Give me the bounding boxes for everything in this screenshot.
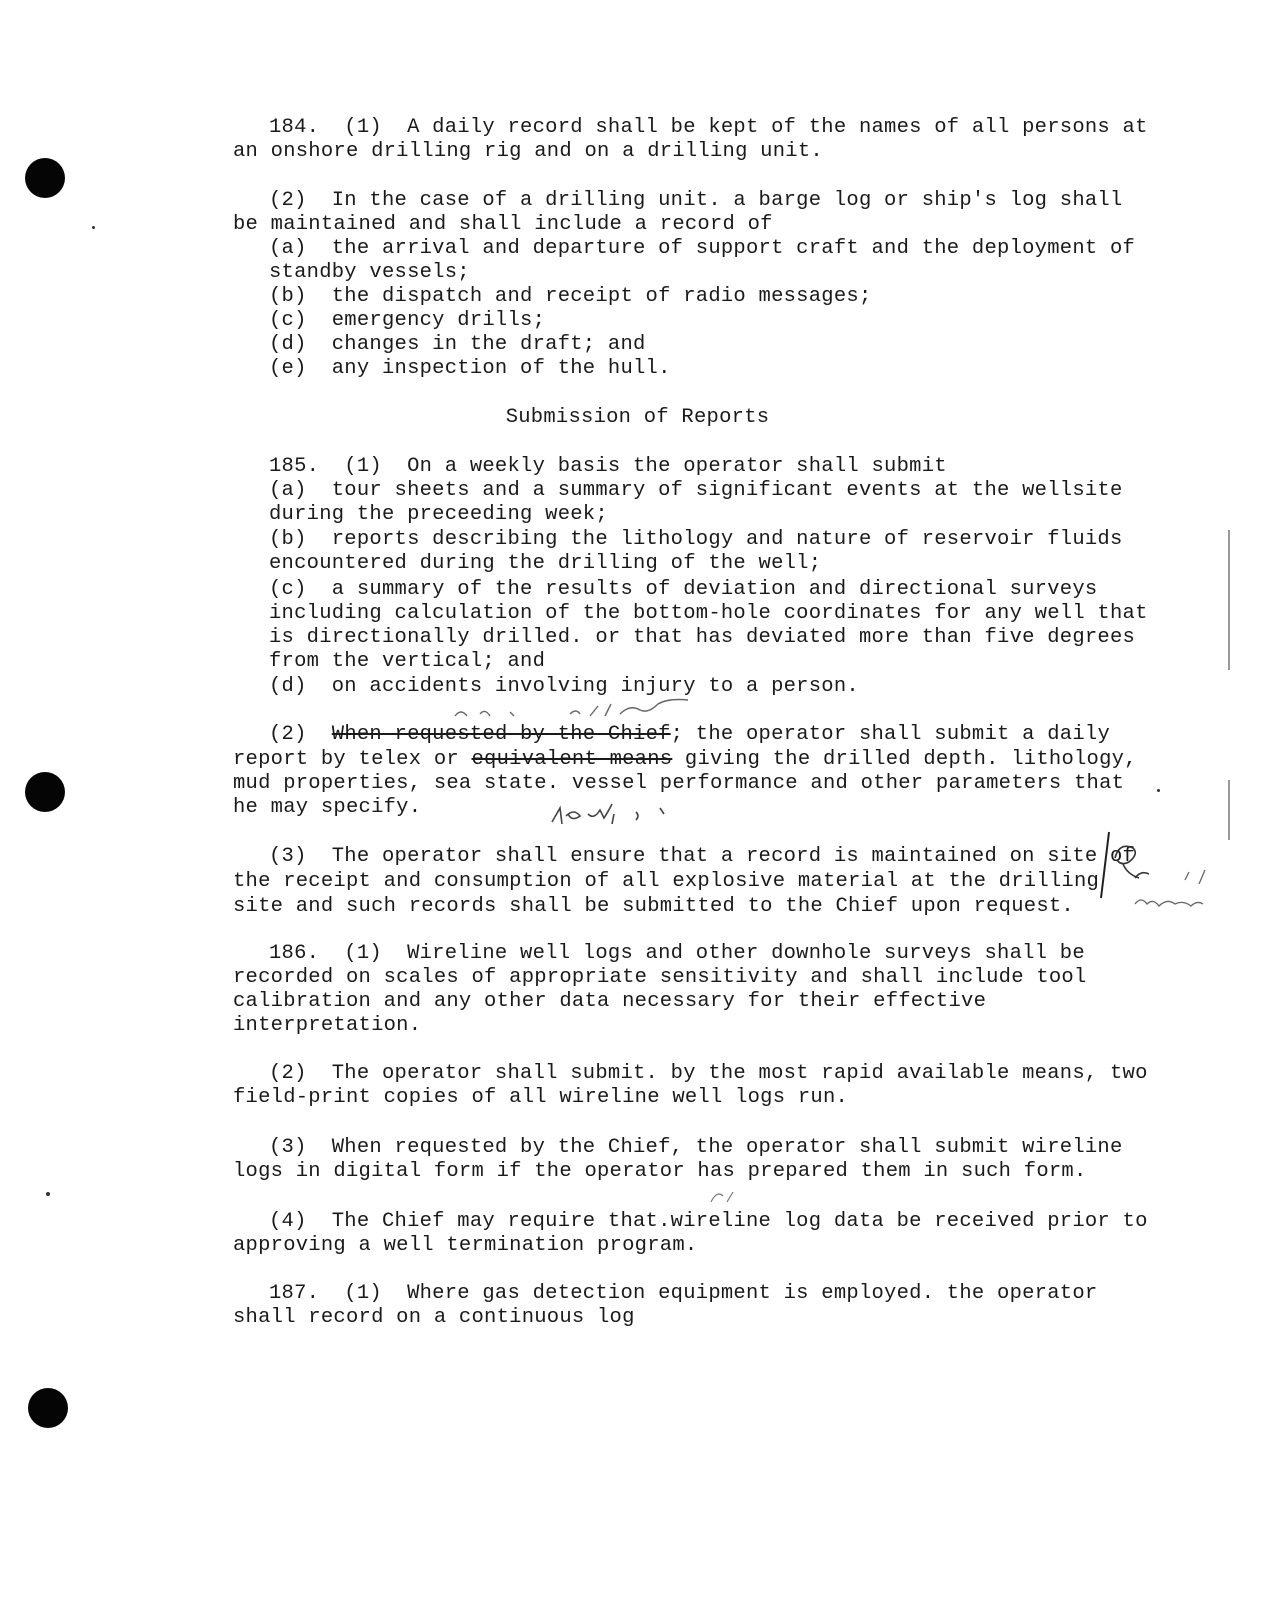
- s186-p3-line1: (3) When requested by the Chief, the operator shall submit wireline: [269, 1136, 1123, 1159]
- s186-p2-line1: (2) The operator shall submit. by the most rapid available means, two: [269, 1062, 1148, 1085]
- s185-item: during the preceeding week;: [269, 503, 608, 526]
- s185-item: encountered during the drilling of the well;: [269, 552, 822, 575]
- scan-edge-mark: [1228, 780, 1230, 840]
- s185-p2-line2: [233, 748, 1137, 772]
- scan-edge-mark: [1228, 530, 1230, 670]
- s186-p1-line3: calibration and any other data necessary for their effective: [233, 990, 987, 1013]
- handwritten-initials: [548, 796, 678, 830]
- section-heading: Submission of Reports: [505, 406, 770, 429]
- s186-p1-line1: 186. (1) Wireline well logs and other downhole surveys shall be: [269, 942, 1085, 965]
- s186-p2-line2: field-print copies of all wireline well logs run.: [233, 1086, 849, 1109]
- s185-p2-rest: ; the operator shall submit a daily: [670, 723, 1110, 746]
- s186-p1-line4: interpretation.: [233, 1014, 422, 1037]
- handwritten-margin-note: [1095, 828, 1220, 928]
- s185-p3-line1: (3) The operator shall ensure that a record is maintained on site of: [269, 845, 1136, 868]
- s187-p1-line1: 187. (1) Where gas detection equipment is employed. the operator: [269, 1282, 1098, 1305]
- s185-item: (d) on accidents involving injury to a person.: [269, 675, 859, 698]
- s186-p4-line1: (4) The Chief may require that.wireline log data be received prior to: [269, 1210, 1148, 1233]
- s186-p1-line2: recorded on scales of appropriate sensitivity and shall include tool: [233, 966, 1087, 989]
- struck-text: equivalent means: [471, 748, 673, 771]
- punch-hole-top: [25, 158, 65, 198]
- s185-p2-line3: mud properties, sea state. vessel performance and other parameters that: [233, 772, 1125, 795]
- s184-item: (b) the dispatch and receipt of radio messages;: [269, 285, 872, 308]
- s185-item: (a) tour sheets and a summary of significant events at the wellsite: [269, 479, 1123, 502]
- s186-p3-line2: logs in digital form if the operator has prepared them in such form.: [233, 1160, 1087, 1183]
- s184-p1-line2: an onshore drilling rig and on a drilling unit.: [233, 140, 823, 163]
- s184-item: standby vessels;: [269, 261, 470, 284]
- scan-speck: [92, 226, 95, 229]
- s186-p4-line2: approving a well termination program.: [233, 1234, 698, 1257]
- scan-speck: [1157, 789, 1160, 792]
- s184-item: (e) any inspection of the hull.: [269, 357, 671, 380]
- s185-p3-line3: site and such records shall be submitted to the Chief upon request.: [233, 895, 1074, 918]
- s185-p2-line2-post: giving the drilled depth. lithology,: [672, 748, 1137, 771]
- s185-item: from the vertical; and: [269, 650, 546, 673]
- s184-item: (a) the arrival and departure of support craft and the deployment of: [269, 237, 1136, 260]
- s185-item: (c) a summary of the results of deviation and directional surveys: [269, 578, 1098, 601]
- s185-p2-line4: he may specify.: [233, 796, 422, 819]
- s184-item: (d) changes in the draft; and: [269, 333, 646, 356]
- scan-speck: [46, 1192, 50, 1196]
- s184-p2-line2: be maintained and shall include a record of: [233, 213, 773, 236]
- s185-item: is directionally drilled. or that has deviated more than five degrees: [269, 626, 1136, 649]
- s185-p2-line1: [269, 723, 1110, 747]
- handwritten-scribble-above-line: [450, 696, 710, 726]
- s185-item: (b) reports describing the lithology and nature of reservoir fluids: [269, 528, 1123, 551]
- struck-text: When requested by the Chief: [331, 723, 671, 746]
- s184-item: (c) emergency drills;: [269, 309, 546, 332]
- s185-p3-line2: the receipt and consumption of all explosive material at the drilling: [233, 870, 1100, 893]
- handwritten-mark: [705, 1186, 745, 1208]
- s184-p2-line1: (2) In the case of a drilling unit. a barge log or ship's log shall: [269, 189, 1123, 212]
- s185-p1-line1: 185. (1) On a weekly basis the operator shall submit: [269, 455, 947, 478]
- s185-p2-prefix: (2): [269, 723, 332, 746]
- s185-p2-line2-pre: report by telex or: [233, 748, 472, 771]
- s187-p1-line2: shall record on a continuous log: [233, 1306, 635, 1329]
- punch-hole-middle: [25, 772, 65, 812]
- s185-item: including calculation of the bottom-hole coordinates for any well that: [269, 602, 1148, 625]
- s184-p1-line1: 184. (1) A daily record shall be kept of the names of all persons at: [269, 116, 1148, 139]
- punch-hole-bottom: [28, 1388, 68, 1428]
